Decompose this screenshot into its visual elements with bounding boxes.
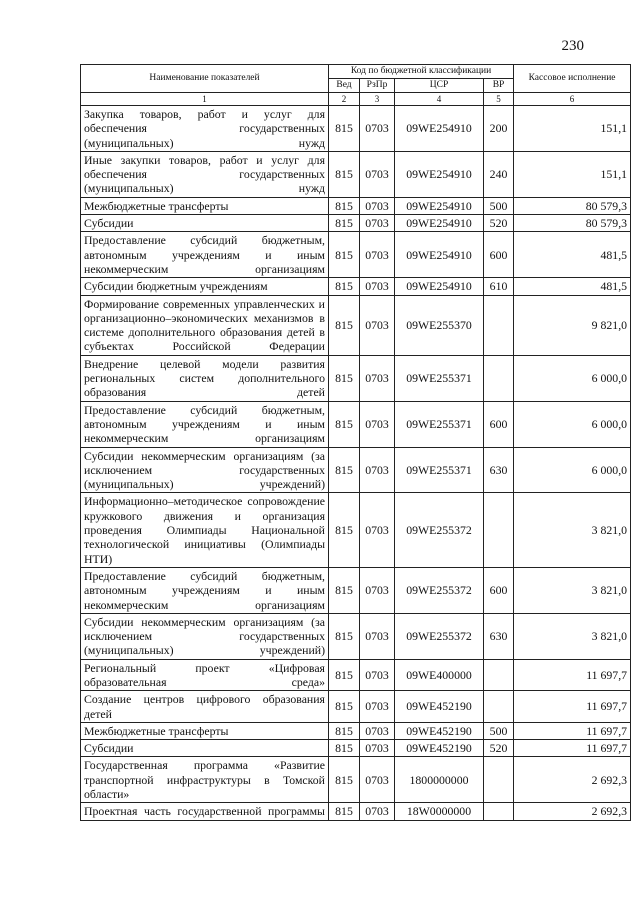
page-number: 230: [561, 38, 584, 54]
row-rzpr: 0703: [360, 740, 395, 757]
row-csr: 09WE254910: [395, 278, 484, 295]
table-row: [81, 722, 631, 739]
row-rzpr: 0703: [360, 197, 395, 214]
row-csr: 09WE254910: [395, 151, 484, 197]
budget-table: [80, 64, 631, 821]
row-rzpr: 0703: [360, 295, 395, 355]
header-csr: ЦСР: [395, 79, 484, 93]
header-ved: Вед: [329, 79, 360, 93]
row-ved: 815: [329, 295, 360, 355]
table-row: [81, 215, 631, 232]
row-vr: 600: [484, 567, 514, 613]
column-number: 6: [514, 93, 631, 106]
column-number-row: [81, 93, 631, 106]
row-amount: 80 579,3: [514, 215, 631, 232]
row-ved: 815: [329, 401, 360, 447]
row-name: Формирование современных управленческих и организационно–экономических механизмов в системе дополнительного образования детей в субъектах Российской Федерации: [81, 295, 329, 355]
row-rzpr: 0703: [360, 757, 395, 803]
row-amount: 3 821,0: [514, 613, 631, 659]
row-ved: 815: [329, 197, 360, 214]
row-name: Иные закупки товаров, работ и услуг для обеспечения государственных (муниципальных) нужд: [81, 151, 329, 197]
row-csr: 09WE254910: [395, 232, 484, 278]
table-row: [81, 447, 631, 493]
header-code-group: Код по бюджетной классификации: [329, 65, 514, 79]
row-ved: 815: [329, 567, 360, 613]
row-vr: [484, 691, 514, 723]
column-number: 5: [484, 93, 514, 106]
header-name: Наименование показателей: [81, 65, 329, 93]
row-ved: 815: [329, 691, 360, 723]
row-ved: 815: [329, 613, 360, 659]
row-vr: 630: [484, 613, 514, 659]
row-ved: 815: [329, 740, 360, 757]
row-amount: 151,1: [514, 151, 631, 197]
row-rzpr: 0703: [360, 722, 395, 739]
table-row: [81, 355, 631, 401]
table-row: [81, 613, 631, 659]
row-name: Закупка товаров, работ и услуг для обеспечения государственных (муниципальных) нужд: [81, 106, 329, 152]
row-name: Создание центров цифрового образования детей: [81, 691, 329, 723]
row-amount: 2 692,3: [514, 803, 631, 820]
row-ved: 815: [329, 493, 360, 567]
row-csr: 18W0000000: [395, 803, 484, 820]
row-name: Субсидии некоммерческим организациям (за исключением государственных (муниципальных) учреждений): [81, 447, 329, 493]
table-row: [81, 295, 631, 355]
table-row: [81, 691, 631, 723]
row-amount: 11 697,7: [514, 722, 631, 739]
row-ved: 815: [329, 659, 360, 691]
row-name: Предоставление субсидий бюджетным, автономным учреждениям и иным некоммерческим организациям: [81, 567, 329, 613]
table-row: [81, 740, 631, 757]
header-rzpr: РзПр: [360, 79, 395, 93]
row-amount: 2 692,3: [514, 757, 631, 803]
row-vr: 630: [484, 447, 514, 493]
row-csr: 09WE254910: [395, 106, 484, 152]
row-rzpr: 0703: [360, 232, 395, 278]
row-csr: 09WE255370: [395, 295, 484, 355]
row-amount: 151,1: [514, 106, 631, 152]
row-vr: [484, 295, 514, 355]
row-csr: 09WE452190: [395, 740, 484, 757]
row-csr: 1800000000: [395, 757, 484, 803]
row-name: Субсидии некоммерческим организациям (за исключением государственных (муниципальных) учреждений): [81, 613, 329, 659]
row-rzpr: 0703: [360, 106, 395, 152]
row-amount: 6 000,0: [514, 401, 631, 447]
row-vr: 600: [484, 232, 514, 278]
row-ved: 815: [329, 106, 360, 152]
table-row: [81, 493, 631, 567]
row-vr: 600: [484, 401, 514, 447]
row-rzpr: 0703: [360, 278, 395, 295]
column-number: 4: [395, 93, 484, 106]
row-rzpr: 0703: [360, 151, 395, 197]
row-name: Предоставление субсидий бюджетным, автономным учреждениям и иным некоммерческим организациям: [81, 401, 329, 447]
row-ved: 815: [329, 722, 360, 739]
row-csr: 09WE400000: [395, 659, 484, 691]
row-rzpr: 0703: [360, 613, 395, 659]
row-rzpr: 0703: [360, 803, 395, 820]
row-csr: 09WE255372: [395, 493, 484, 567]
row-rzpr: 0703: [360, 355, 395, 401]
column-number: 2: [329, 93, 360, 106]
row-rzpr: 0703: [360, 401, 395, 447]
row-amount: 11 697,7: [514, 740, 631, 757]
row-rzpr: 0703: [360, 447, 395, 493]
row-csr: 09WE452190: [395, 722, 484, 739]
row-amount: 481,5: [514, 278, 631, 295]
row-csr: 09WE255371: [395, 447, 484, 493]
row-csr: 09WE254910: [395, 215, 484, 232]
row-amount: 80 579,3: [514, 197, 631, 214]
row-name: Субсидии бюджетным учреждениям: [81, 278, 329, 295]
row-name: Субсидии: [81, 215, 329, 232]
row-name: Региональный проект «Цифровая образовательная среда»: [81, 659, 329, 691]
header-amount: Кассовое исполнение: [514, 65, 631, 93]
row-vr: 520: [484, 215, 514, 232]
row-vr: [484, 803, 514, 820]
row-name: Межбюджетные трансферты: [81, 197, 329, 214]
row-ved: 815: [329, 232, 360, 278]
row-vr: 200: [484, 106, 514, 152]
table-row: [81, 151, 631, 197]
table-row: [81, 659, 631, 691]
row-ved: 815: [329, 355, 360, 401]
row-vr: [484, 757, 514, 803]
row-name: Субсидии: [81, 740, 329, 757]
row-ved: 815: [329, 803, 360, 820]
row-vr: 500: [484, 722, 514, 739]
row-amount: 6 000,0: [514, 447, 631, 493]
row-vr: [484, 493, 514, 567]
column-number: 3: [360, 93, 395, 106]
row-amount: 6 000,0: [514, 355, 631, 401]
row-rzpr: 0703: [360, 493, 395, 567]
row-vr: 520: [484, 740, 514, 757]
row-ved: 815: [329, 447, 360, 493]
row-name: Информационно–методическое сопровождение кружкового движения и организация проведения Олимпиады Национальной технологической инициативы (Олимпиады НТИ): [81, 493, 329, 567]
row-amount: 3 821,0: [514, 493, 631, 567]
row-rzpr: 0703: [360, 691, 395, 723]
row-amount: 481,5: [514, 232, 631, 278]
row-vr: [484, 355, 514, 401]
row-amount: 11 697,7: [514, 691, 631, 723]
table-row: [81, 106, 631, 152]
row-amount: 11 697,7: [514, 659, 631, 691]
table-row: [81, 803, 631, 820]
row-vr: 610: [484, 278, 514, 295]
row-rzpr: 0703: [360, 215, 395, 232]
row-vr: 240: [484, 151, 514, 197]
row-ved: 815: [329, 151, 360, 197]
row-name: Внедрение целевой модели развития региональных систем дополнительного образования детей: [81, 355, 329, 401]
row-name: Межбюджетные трансферты: [81, 722, 329, 739]
row-ved: 815: [329, 757, 360, 803]
row-csr: 09WE255372: [395, 567, 484, 613]
row-csr: 09WE452190: [395, 691, 484, 723]
row-rzpr: 0703: [360, 567, 395, 613]
row-name: Предоставление субсидий бюджетным, автономным учреждениям и иным некоммерческим организациям: [81, 232, 329, 278]
row-amount: 3 821,0: [514, 567, 631, 613]
row-csr: 09WE255371: [395, 355, 484, 401]
row-csr: 09WE254910: [395, 197, 484, 214]
table-row: [81, 757, 631, 803]
row-vr: 500: [484, 197, 514, 214]
row-csr: 09WE255372: [395, 613, 484, 659]
row-rzpr: 0703: [360, 659, 395, 691]
table-row: [81, 278, 631, 295]
table-row: [81, 567, 631, 613]
row-vr: [484, 659, 514, 691]
table-row: [81, 197, 631, 214]
row-ved: 815: [329, 278, 360, 295]
header-vr: ВР: [484, 79, 514, 93]
row-name: Проектная часть государственной программы: [81, 803, 329, 820]
row-ved: 815: [329, 215, 360, 232]
column-number: 1: [81, 93, 329, 106]
table-row: [81, 401, 631, 447]
row-csr: 09WE255371: [395, 401, 484, 447]
row-amount: 9 821,0: [514, 295, 631, 355]
table-row: [81, 232, 631, 278]
row-name: Государственная программа «Развитие транспортной инфраструктуры в Томской области»: [81, 757, 329, 803]
